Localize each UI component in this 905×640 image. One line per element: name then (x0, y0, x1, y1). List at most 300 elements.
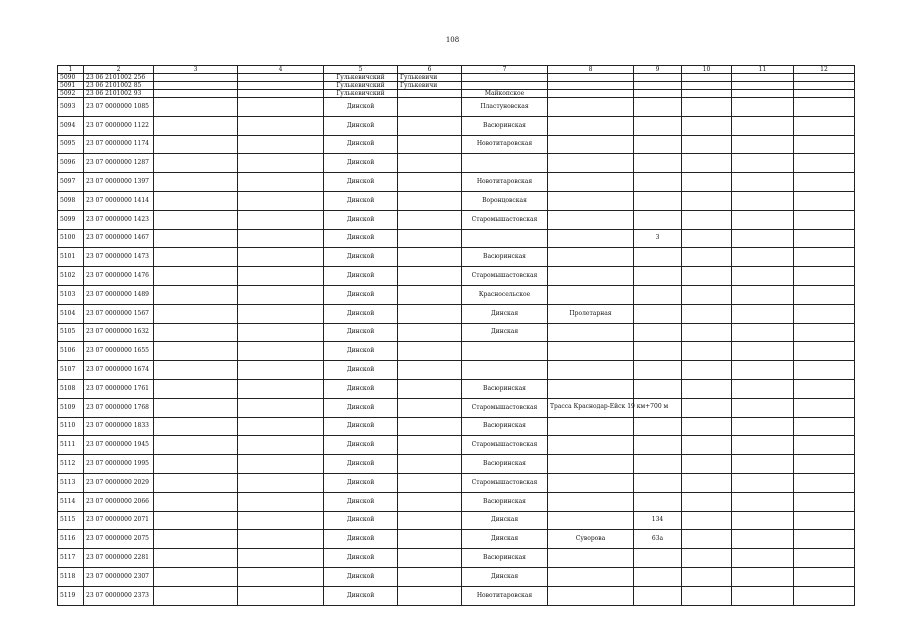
table-row (58, 567, 855, 586)
column-3-cell (154, 74, 238, 82)
house-cell (634, 82, 682, 90)
column-10-cell (682, 342, 732, 361)
city-cell: Гулькевичи (398, 82, 462, 90)
column-4-cell (238, 90, 324, 98)
table-row (58, 379, 855, 398)
district-cell: Динской (324, 398, 398, 417)
column-12-cell (794, 323, 855, 342)
row-number-cell: 5098 (58, 191, 84, 210)
column-12-cell (794, 511, 855, 530)
column-12-cell (794, 173, 855, 192)
settlement-cell: Васюринская (462, 455, 548, 474)
street-cell (548, 473, 634, 492)
settlement-cell: Динская (462, 323, 548, 342)
district-cell: Динской (324, 135, 398, 154)
code-cell: 23 07 0000000 1768 (84, 398, 154, 417)
column-10-cell (682, 210, 732, 229)
street-cell (548, 342, 634, 361)
row-number-cell: 5093 (58, 98, 84, 117)
column-11-cell (732, 304, 794, 323)
column-header: 3 (154, 66, 238, 74)
settlement-cell: Васюринская (462, 417, 548, 436)
city-cell (398, 90, 462, 98)
city-cell (398, 511, 462, 530)
column-3-cell (154, 135, 238, 154)
house-cell: 3 (634, 229, 682, 248)
code-cell: 23 07 0000000 2066 (84, 492, 154, 511)
table-row (58, 530, 855, 549)
settlement-cell (462, 342, 548, 361)
row-number-cell: 5119 (58, 586, 84, 605)
column-4-cell (238, 116, 324, 135)
code-cell: 23 06 2101002 256 (84, 74, 154, 82)
column-12-cell (794, 567, 855, 586)
column-10-cell (682, 191, 732, 210)
column-12-cell (794, 210, 855, 229)
city-cell (398, 116, 462, 135)
row-number-cell: 5095 (58, 135, 84, 154)
column-12-cell (794, 285, 855, 304)
city-cell (398, 267, 462, 286)
row-number-cell: 5090 (58, 74, 84, 82)
column-3-cell (154, 361, 238, 380)
street-cell: Пролетарная (548, 304, 634, 323)
code-cell: 23 07 0000000 1287 (84, 154, 154, 173)
district-cell: Гулькевичский (324, 74, 398, 82)
code-cell: 23 07 0000000 1674 (84, 361, 154, 380)
settlement-cell (462, 154, 548, 173)
column-10-cell (682, 530, 732, 549)
column-11-cell (732, 210, 794, 229)
column-12-cell (794, 191, 855, 210)
column-10-cell (682, 361, 732, 380)
column-4-cell (238, 549, 324, 568)
column-3-cell (154, 285, 238, 304)
column-header: 8 (548, 66, 634, 74)
column-11-cell (732, 342, 794, 361)
row-number-cell: 5117 (58, 549, 84, 568)
street-cell (548, 323, 634, 342)
settlement-cell: Васюринская (462, 492, 548, 511)
table-row (58, 82, 855, 90)
column-3-cell (154, 248, 238, 267)
code-cell: 23 07 0000000 1174 (84, 135, 154, 154)
district-cell: Динской (324, 98, 398, 117)
column-3-cell (154, 82, 238, 90)
house-cell (634, 342, 682, 361)
house-cell (634, 98, 682, 117)
column-11-cell (732, 511, 794, 530)
street-cell (548, 586, 634, 605)
table-row (58, 98, 855, 117)
code-cell: 23 07 0000000 1476 (84, 267, 154, 286)
table-row (58, 248, 855, 267)
row-number-cell: 5097 (58, 173, 84, 192)
code-cell: 23 07 0000000 1473 (84, 248, 154, 267)
house-cell (634, 436, 682, 455)
city-cell (398, 549, 462, 568)
street-cell (548, 116, 634, 135)
city-cell (398, 342, 462, 361)
column-10-cell (682, 549, 732, 568)
column-10-cell (682, 90, 732, 98)
house-cell (634, 116, 682, 135)
column-10-cell (682, 248, 732, 267)
district-cell: Динской (324, 549, 398, 568)
column-header: 5 (324, 66, 398, 74)
column-4-cell (238, 567, 324, 586)
house-cell (634, 74, 682, 82)
house-cell (634, 154, 682, 173)
header-row (58, 66, 855, 74)
house-cell (634, 549, 682, 568)
city-cell (398, 417, 462, 436)
settlement-cell: Новотитаровская (462, 173, 548, 192)
street-cell (548, 511, 634, 530)
column-10-cell (682, 304, 732, 323)
street-cell (548, 248, 634, 267)
column-10-cell (682, 82, 732, 90)
column-4-cell (238, 82, 324, 90)
column-12-cell (794, 455, 855, 474)
table-row (58, 154, 855, 173)
house-cell (634, 417, 682, 436)
settlement-cell: Васюринская (462, 379, 548, 398)
code-cell: 23 06 2101002 93 (84, 90, 154, 98)
column-12-cell (794, 90, 855, 98)
house-cell (634, 586, 682, 605)
column-11-cell (732, 436, 794, 455)
district-cell: Динской (324, 586, 398, 605)
column-11-cell (732, 154, 794, 173)
row-number-cell: 5114 (58, 492, 84, 511)
street-cell (548, 455, 634, 474)
settlement-cell: Старомышастовская (462, 436, 548, 455)
column-4-cell (238, 511, 324, 530)
district-cell: Динской (324, 361, 398, 380)
row-number-cell: 5094 (58, 116, 84, 135)
column-11-cell (732, 229, 794, 248)
column-4-cell (238, 455, 324, 474)
table-row (58, 267, 855, 286)
column-3-cell (154, 304, 238, 323)
street-cell (548, 379, 634, 398)
page-number: 108 (445, 36, 460, 44)
district-cell: Динской (324, 285, 398, 304)
column-header: 2 (84, 66, 154, 74)
column-11-cell (732, 492, 794, 511)
column-11-cell (732, 74, 794, 82)
column-4-cell (238, 417, 324, 436)
column-12-cell (794, 492, 855, 511)
street-cell (548, 492, 634, 511)
row-number-cell: 5103 (58, 285, 84, 304)
house-cell: 63а (634, 530, 682, 549)
row-number-cell: 5111 (58, 436, 84, 455)
table-row (58, 74, 855, 82)
settlement-cell: Динская (462, 304, 548, 323)
column-10-cell (682, 511, 732, 530)
row-number-cell: 5112 (58, 455, 84, 474)
district-cell: Гулькевичский (324, 82, 398, 90)
code-cell: 23 07 0000000 1833 (84, 417, 154, 436)
row-number-cell: 5115 (58, 511, 84, 530)
column-4-cell (238, 248, 324, 267)
code-cell: 23 07 0000000 2029 (84, 473, 154, 492)
column-12-cell (794, 135, 855, 154)
row-number-cell: 5096 (58, 154, 84, 173)
column-3-cell (154, 154, 238, 173)
street-cell (548, 267, 634, 286)
settlement-cell: Старомышастовская (462, 398, 548, 417)
column-header: 6 (398, 66, 462, 74)
row-number-cell: 5104 (58, 304, 84, 323)
city-cell: Гулькевичи (398, 74, 462, 82)
column-4-cell (238, 530, 324, 549)
table-row (58, 492, 855, 511)
district-cell: Динской (324, 304, 398, 323)
column-12-cell (794, 82, 855, 90)
table-row (58, 436, 855, 455)
column-11-cell (732, 116, 794, 135)
column-10-cell (682, 436, 732, 455)
district-cell: Динской (324, 417, 398, 436)
column-header: 7 (462, 66, 548, 74)
column-10-cell (682, 285, 732, 304)
street-cell (548, 74, 634, 82)
city-cell (398, 285, 462, 304)
district-cell: Динской (324, 229, 398, 248)
column-4-cell (238, 191, 324, 210)
street-cell (548, 191, 634, 210)
column-11-cell (732, 586, 794, 605)
column-header: 1 (58, 66, 84, 74)
settlement-cell: Динская (462, 530, 548, 549)
column-4-cell (238, 361, 324, 380)
house-cell (634, 379, 682, 398)
table-row (58, 342, 855, 361)
table-row (58, 549, 855, 568)
column-10-cell (682, 154, 732, 173)
column-11-cell (732, 567, 794, 586)
column-3-cell (154, 455, 238, 474)
settlement-cell: Воронцовская (462, 191, 548, 210)
column-11-cell (732, 191, 794, 210)
settlement-cell (462, 74, 548, 82)
column-11-cell (732, 549, 794, 568)
column-12-cell (794, 116, 855, 135)
district-cell: Динской (324, 191, 398, 210)
city-cell (398, 436, 462, 455)
district-cell: Динской (324, 323, 398, 342)
code-cell: 23 06 2101002 85 (84, 82, 154, 90)
column-4-cell (238, 285, 324, 304)
city-cell (398, 98, 462, 117)
column-3-cell (154, 417, 238, 436)
column-11-cell (732, 417, 794, 436)
house-cell (634, 361, 682, 380)
street-cell (548, 173, 634, 192)
city-cell (398, 455, 462, 474)
street-cell (548, 82, 634, 90)
column-10-cell (682, 417, 732, 436)
register-table (57, 65, 855, 606)
table-row (58, 116, 855, 135)
district-cell: Динской (324, 473, 398, 492)
column-10-cell (682, 586, 732, 605)
district-cell: Динской (324, 154, 398, 173)
settlement-cell: Динская (462, 511, 548, 530)
row-number-cell: 5102 (58, 267, 84, 286)
column-11-cell (732, 285, 794, 304)
house-cell: 134 (634, 511, 682, 530)
row-number-cell: 5116 (58, 530, 84, 549)
column-11-cell (732, 455, 794, 474)
house-cell (634, 323, 682, 342)
column-4-cell (238, 492, 324, 511)
column-10-cell (682, 473, 732, 492)
table-row (58, 191, 855, 210)
city-cell (398, 229, 462, 248)
column-3-cell (154, 586, 238, 605)
column-11-cell (732, 90, 794, 98)
code-cell: 23 07 0000000 1567 (84, 304, 154, 323)
column-12-cell (794, 361, 855, 380)
column-10-cell (682, 492, 732, 511)
code-cell: 23 07 0000000 1655 (84, 342, 154, 361)
street-cell (548, 98, 634, 117)
house-cell (634, 90, 682, 98)
district-cell: Динской (324, 511, 398, 530)
column-12-cell (794, 229, 855, 248)
table-row (58, 586, 855, 605)
code-cell: 23 07 0000000 1414 (84, 191, 154, 210)
city-cell (398, 398, 462, 417)
column-12-cell (794, 530, 855, 549)
city-cell (398, 323, 462, 342)
district-cell: Динской (324, 492, 398, 511)
table-row (58, 135, 855, 154)
column-10-cell (682, 229, 732, 248)
settlement-cell: Пластуновская (462, 98, 548, 117)
column-4-cell (238, 323, 324, 342)
street-cell (548, 436, 634, 455)
column-header: 10 (682, 66, 732, 74)
table-row (58, 455, 855, 474)
column-3-cell (154, 511, 238, 530)
district-cell: Динской (324, 267, 398, 286)
house-cell (634, 173, 682, 192)
code-cell: 23 07 0000000 2075 (84, 530, 154, 549)
street-cell: Трасса Краснодар-Ейск 19 км+700 м (548, 398, 634, 417)
district-cell: Гулькевичский (324, 90, 398, 98)
house-cell (634, 248, 682, 267)
settlement-cell (462, 82, 548, 90)
column-4-cell (238, 210, 324, 229)
column-11-cell (732, 379, 794, 398)
column-12-cell (794, 342, 855, 361)
street-cell (548, 361, 634, 380)
row-number-cell: 5101 (58, 248, 84, 267)
column-3-cell (154, 379, 238, 398)
street-cell (548, 417, 634, 436)
settlement-cell: Динская (462, 567, 548, 586)
city-cell (398, 154, 462, 173)
district-cell: Динской (324, 210, 398, 229)
column-11-cell (732, 267, 794, 286)
column-3-cell (154, 98, 238, 117)
column-11-cell (732, 82, 794, 90)
street-cell (548, 90, 634, 98)
settlement-cell (462, 361, 548, 380)
row-number-cell: 5092 (58, 90, 84, 98)
column-3-cell (154, 436, 238, 455)
column-3-cell (154, 530, 238, 549)
table-row (58, 285, 855, 304)
code-cell: 23 07 0000000 2071 (84, 511, 154, 530)
settlement-cell: Новотитаровская (462, 135, 548, 154)
column-12-cell (794, 417, 855, 436)
district-cell: Динской (324, 116, 398, 135)
column-header: 12 (794, 66, 855, 74)
column-12-cell (794, 379, 855, 398)
street-cell: Суворова (548, 530, 634, 549)
column-4-cell (238, 135, 324, 154)
code-cell: 23 07 0000000 1761 (84, 379, 154, 398)
code-cell: 23 07 0000000 1122 (84, 116, 154, 135)
column-4-cell (238, 586, 324, 605)
column-10-cell (682, 173, 732, 192)
house-cell (634, 455, 682, 474)
column-10-cell (682, 567, 732, 586)
column-3-cell (154, 116, 238, 135)
district-cell: Динской (324, 567, 398, 586)
house-cell (634, 492, 682, 511)
table-row (58, 417, 855, 436)
house-cell (634, 135, 682, 154)
district-cell: Динской (324, 436, 398, 455)
column-4-cell (238, 473, 324, 492)
city-cell (398, 567, 462, 586)
code-cell: 23 07 0000000 1995 (84, 455, 154, 474)
column-3-cell (154, 90, 238, 98)
city-cell (398, 379, 462, 398)
house-cell (634, 304, 682, 323)
row-number-cell: 5091 (58, 82, 84, 90)
column-3-cell (154, 267, 238, 286)
column-11-cell (732, 248, 794, 267)
table-row (58, 304, 855, 323)
column-10-cell (682, 74, 732, 82)
city-cell (398, 473, 462, 492)
city-cell (398, 492, 462, 511)
settlement-cell: Васюринская (462, 248, 548, 267)
settlement-cell: Старомышастовская (462, 473, 548, 492)
settlement-cell: Васюринская (462, 116, 548, 135)
street-cell (548, 154, 634, 173)
district-cell: Динской (324, 342, 398, 361)
column-4-cell (238, 267, 324, 286)
column-3-cell (154, 229, 238, 248)
column-10-cell (682, 116, 732, 135)
column-3-cell (154, 567, 238, 586)
column-3-cell (154, 342, 238, 361)
column-11-cell (732, 323, 794, 342)
row-number-cell: 5107 (58, 361, 84, 380)
table-row (58, 173, 855, 192)
code-cell: 23 07 0000000 1423 (84, 210, 154, 229)
column-3-cell (154, 398, 238, 417)
